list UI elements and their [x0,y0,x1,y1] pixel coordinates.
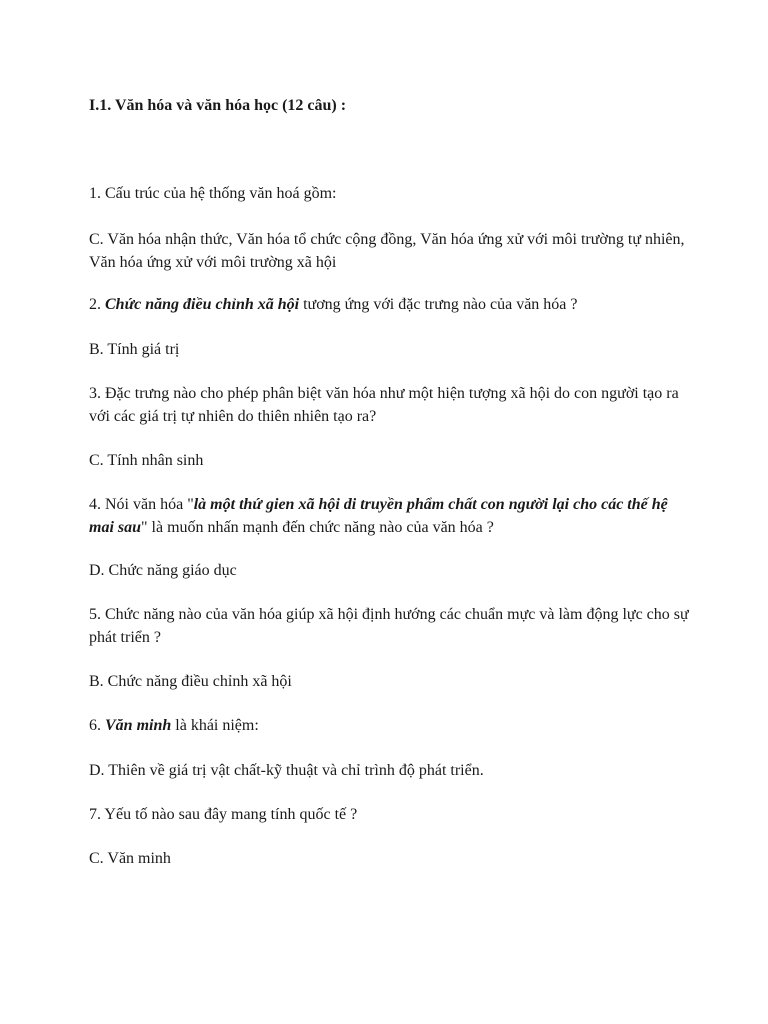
question-3: 3. Đặc trưng nào cho phép phân biệt văn hóa như một hiện tượng xã hội do con người tạo ra với các giá trị tự nhiên do thiên nhiên tạo ra? [89,385,679,425]
question-7: 7. Yếu tố nào sau đây mang tính quốc tế ? [89,806,358,823]
question-4 [89,493,689,539]
answer-3: C. Tính nhân sinh [89,452,204,469]
question-5: 5. Chức năng nào của văn hóa giúp xã hội định hướng các chuẩn mực và làm động lực cho sự phát triển ? [89,606,689,646]
answer-5: B. Chức năng điều chỉnh xã hội [89,673,292,690]
question-1: 1. Cấu trúc của hệ thống văn hoá gồm: [89,185,337,202]
question-2 [89,293,689,316]
question-2-prefix: 2. [89,296,105,313]
question-6-prefix: 6. [89,717,105,734]
question-6-emphasis: Văn minh [105,717,172,734]
question-6 [89,714,689,737]
question-4-suffix: " là muốn nhấn mạnh đến chức năng nào của văn hóa ? [141,519,494,536]
answer-7: C. Văn minh [89,850,171,867]
answer-4: D. Chức năng giáo dục [89,562,237,579]
answer-1: C. Văn hóa nhận thức, Văn hóa tổ chức cộng đồng, Văn hóa ứng xử với môi trường tự nhiên, Văn hóa ứng xử với môi trường xã hội [89,231,685,271]
answer-2: B. Tính giá trị [89,341,180,358]
question-2-emphasis: Chức năng điều chỉnh xã hội [105,296,300,313]
answer-6: D. Thiên về giá trị vật chất-kỹ thuật và chỉ trình độ phát triển. [89,762,484,779]
question-2-suffix: tương ứng với đặc trưng nào của văn hóa ? [299,296,578,313]
question-4-emphasis: là một thứ gien xã hội di truyền phẩm chất con người lại cho các thế hệ mai sau [89,496,668,536]
section-heading: I.1. Văn hóa và văn hóa học (12 câu) : [89,97,347,114]
question-4-prefix: 4. Nói văn hóa " [89,496,194,513]
question-6-suffix: là khái niệm: [171,717,259,734]
